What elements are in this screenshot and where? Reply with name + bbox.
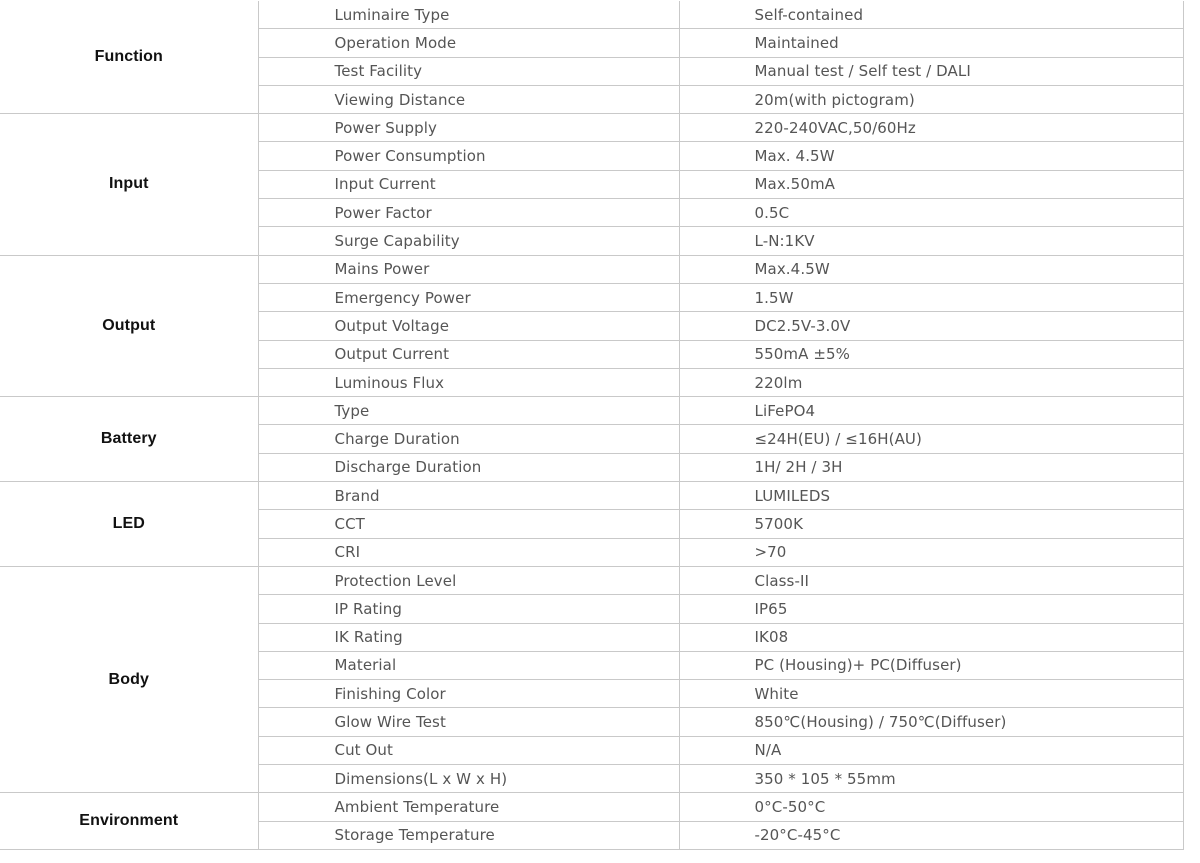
section-heading: LED	[0, 482, 258, 567]
section-heading: Body	[0, 566, 258, 792]
spec-parameter: Operation Mode	[258, 29, 679, 57]
spec-value: Max.4.5W	[679, 255, 1183, 283]
spec-parameter: Power Consumption	[258, 142, 679, 170]
spec-row	[0, 566, 1183, 594]
spec-value: LUMILEDS	[679, 482, 1183, 510]
spec-value: 220-240VAC,50/60Hz	[679, 114, 1183, 142]
spec-parameter: Ambient Temperature	[258, 793, 679, 821]
spec-parameter: Discharge Duration	[258, 453, 679, 481]
spec-parameter: Surge Capability	[258, 227, 679, 255]
spec-parameter: Viewing Distance	[258, 85, 679, 113]
section-heading: Output	[0, 255, 258, 396]
spec-parameter: CCT	[258, 510, 679, 538]
spec-value: -20°C-45°C	[679, 821, 1183, 849]
spec-parameter: Type	[258, 397, 679, 425]
spec-parameter: Dimensions(L x W x H)	[258, 765, 679, 793]
spec-parameter: Storage Temperature	[258, 821, 679, 849]
spec-value: 0°C-50°C	[679, 793, 1183, 821]
spec-parameter: Finishing Color	[258, 680, 679, 708]
spec-value: Manual test / Self test / DALI	[679, 57, 1183, 85]
spec-value: Class-II	[679, 566, 1183, 594]
spec-table	[0, 1, 1184, 850]
spec-value: 0.5C	[679, 199, 1183, 227]
spec-value: Self-contained	[679, 1, 1183, 29]
spec-parameter: Power Supply	[258, 114, 679, 142]
spec-value: >70	[679, 538, 1183, 566]
section-heading: Battery	[0, 397, 258, 482]
spec-parameter: Luminous Flux	[258, 368, 679, 396]
spec-parameter: Power Factor	[258, 199, 679, 227]
spec-value: Max. 4.5W	[679, 142, 1183, 170]
spec-row	[0, 1, 1183, 29]
spec-parameter: Mains Power	[258, 255, 679, 283]
spec-value: LiFePO4	[679, 397, 1183, 425]
spec-parameter: CRI	[258, 538, 679, 566]
spec-parameter: Input Current	[258, 170, 679, 198]
spec-value: IP65	[679, 595, 1183, 623]
spec-parameter: Glow Wire Test	[258, 708, 679, 736]
spec-parameter: Emergency Power	[258, 283, 679, 311]
spec-value: 220lm	[679, 368, 1183, 396]
spec-value: 1H/ 2H / 3H	[679, 453, 1183, 481]
spec-value: DC2.5V-3.0V	[679, 312, 1183, 340]
spec-parameter: Output Voltage	[258, 312, 679, 340]
spec-parameter: Charge Duration	[258, 425, 679, 453]
spec-parameter: Protection Level	[258, 566, 679, 594]
spec-row	[0, 114, 1183, 142]
spec-row	[0, 482, 1183, 510]
spec-parameter: IK Rating	[258, 623, 679, 651]
section-heading: Input	[0, 114, 258, 255]
spec-value: 350 * 105 * 55mm	[679, 765, 1183, 793]
spec-value: L-N:1KV	[679, 227, 1183, 255]
spec-parameter: Material	[258, 651, 679, 679]
spec-parameter: Output Current	[258, 340, 679, 368]
spec-value: Max.50mA	[679, 170, 1183, 198]
spec-value: PC (Housing)+ PC(Diffuser)	[679, 651, 1183, 679]
spec-row	[0, 255, 1183, 283]
spec-value: Maintained	[679, 29, 1183, 57]
spec-value: 850℃(Housing) / 750℃(Diffuser)	[679, 708, 1183, 736]
spec-parameter: Cut Out	[258, 736, 679, 764]
spec-row	[0, 793, 1183, 821]
spec-value: 20m(with pictogram)	[679, 85, 1183, 113]
spec-row	[0, 397, 1183, 425]
spec-value: 550mA ±5%	[679, 340, 1183, 368]
spec-value: 1.5W	[679, 283, 1183, 311]
spec-parameter: Luminaire Type	[258, 1, 679, 29]
spec-value: 5700K	[679, 510, 1183, 538]
spec-value: N/A	[679, 736, 1183, 764]
section-heading: Function	[0, 1, 258, 114]
spec-table-body	[0, 1, 1183, 849]
spec-value: IK08	[679, 623, 1183, 651]
spec-value: White	[679, 680, 1183, 708]
spec-parameter: Brand	[258, 482, 679, 510]
spec-parameter: Test Facility	[258, 57, 679, 85]
spec-parameter: IP Rating	[258, 595, 679, 623]
section-heading: Environment	[0, 793, 258, 850]
spec-value: ≤24H(EU) / ≤16H(AU)	[679, 425, 1183, 453]
